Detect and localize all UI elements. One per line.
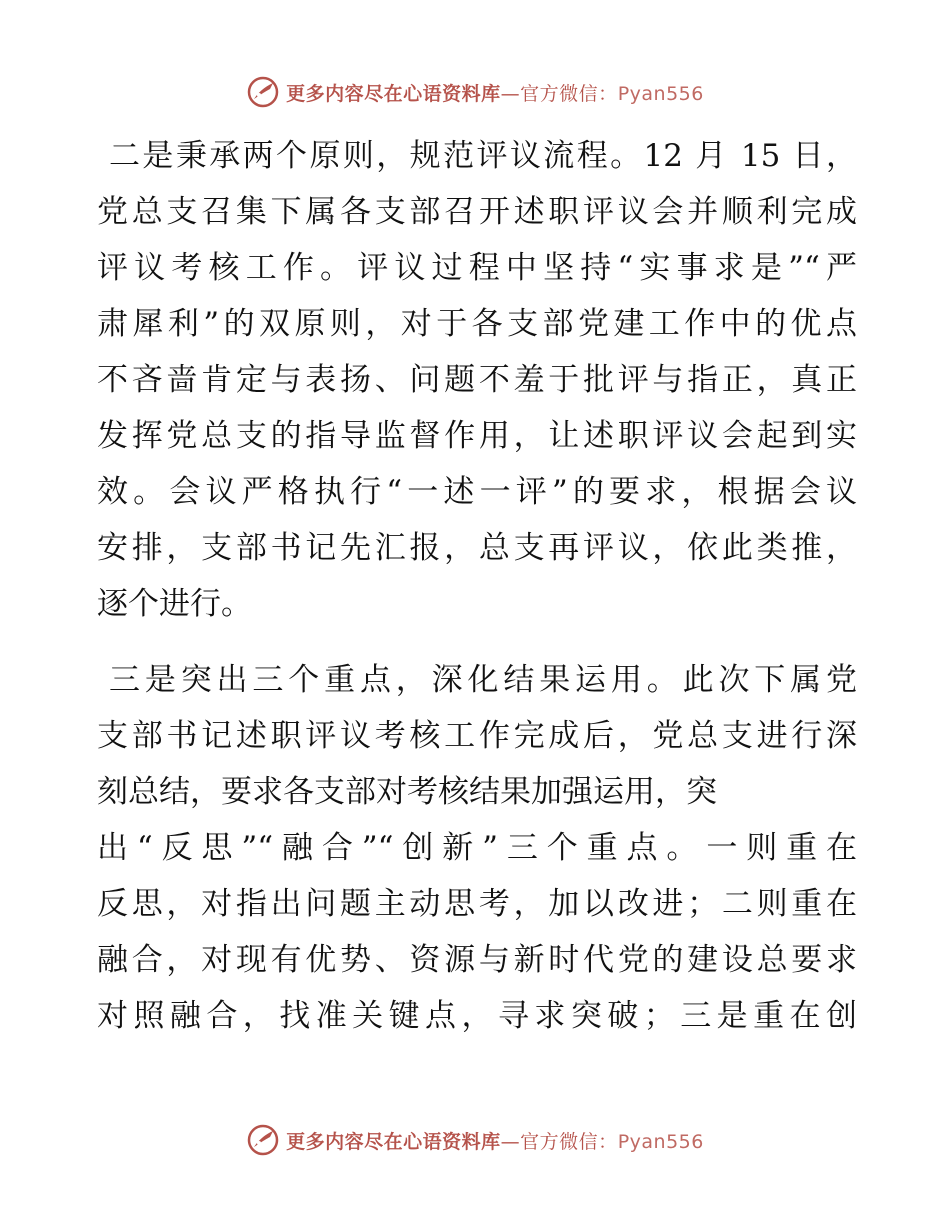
text-line: 二是秉承两个原则，规范评议流程。12 月 15 日， xyxy=(109,138,857,174)
watermark-separator: — xyxy=(500,1130,521,1153)
text-line: 融合，对现有优势、资源与新时代党的建设总要求 xyxy=(97,942,857,978)
text-line: 逐个进行。 xyxy=(97,586,252,622)
text-line: 发挥党总支的指导监督作用，让述职评议会起到实 xyxy=(97,418,857,454)
watermark-label: 官方微信： xyxy=(520,82,618,105)
watermark-main: 更多内容尽在心语资料库 xyxy=(286,1130,501,1153)
paragraph-2 xyxy=(97,652,857,1044)
text-line: 效。会议严格执行“一述一评”的要求，根据会议 xyxy=(97,474,857,510)
watermark-banner-bottom xyxy=(0,1120,950,1160)
watermark-text xyxy=(286,79,704,106)
watermark-banner-top xyxy=(0,72,950,112)
text-line: 反思，对指出问题主动思考，加以改进；二则重在 xyxy=(97,886,857,922)
text-line: 出“反思”“融合”“创新”三个重点。一则重在 xyxy=(97,830,857,866)
watermark-wechat-id: Pyan556 xyxy=(617,82,704,105)
watermark-wechat-id: Pyan556 xyxy=(617,1130,704,1153)
watermark-main: 更多内容尽在心语资料库 xyxy=(286,82,501,105)
text-line: 评议考核工作。评议过程中坚持“实事求是”“严 xyxy=(97,250,857,286)
text-line: 三是突出三个重点，深化结果运用。此次下属党 xyxy=(109,662,857,698)
pen-logo-icon xyxy=(246,1123,280,1157)
watermark-label: 官方微信： xyxy=(520,1130,618,1153)
text-line: 不吝啬肯定与表扬、问题不羞于批评与指正，真正 xyxy=(97,362,857,398)
paragraph-gap xyxy=(97,632,857,652)
document-body xyxy=(97,128,857,1044)
paragraph-1 xyxy=(97,128,857,632)
text-line: 肃犀利”的双原则，对于各支部党建工作中的优点 xyxy=(97,306,857,342)
text-line: 安排，支部书记先汇报，总支再评议，依此类推， xyxy=(97,530,857,566)
text-line: 支部书记述职评议考核工作完成后，党总支进行深 xyxy=(97,718,857,754)
watermark-text xyxy=(286,1127,704,1154)
pen-logo-icon xyxy=(246,75,280,109)
text-line: 对照融合，找准关键点，寻求突破；三是重在创 xyxy=(97,998,857,1034)
text-line: 刻总结，要求各支部对考核结果加强运用，突 xyxy=(97,774,717,810)
watermark-separator: — xyxy=(500,82,521,105)
text-line: 党总支召集下属各支部召开述职评议会并顺利完成 xyxy=(97,194,857,230)
